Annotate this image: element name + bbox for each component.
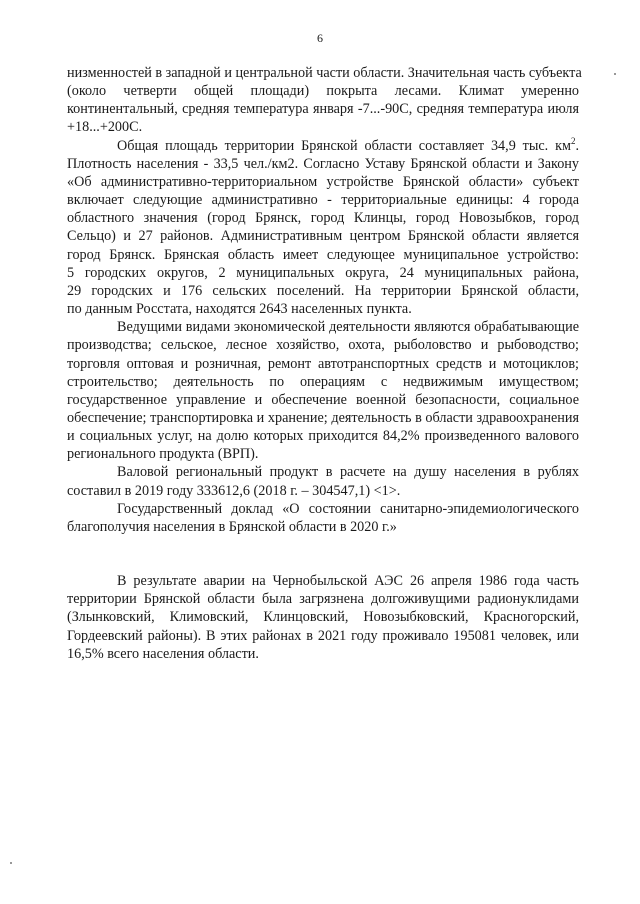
text-line: Плотность населения - 33,5 чел./км2. Согласно Уставу Брянской области и Закону [67,155,579,172]
text-line: и социальных услуг, на долю которых приходится 84,2% произведенного валового [67,428,579,445]
text-line: составил в 2019 году 333612,6 (2018 г. – 304547,1) <1>. [67,482,401,499]
text-line: Гордеевский районы). В этих районах в 2021 году проживало 195081 человек, или [67,627,579,644]
text-line: производства; сельское, лесное хозяйство, охота, рыболовство и рыбоводство; [67,337,579,354]
text-line: город Брянск. Брянская область имеет следующее муниципальное устройство: [67,246,579,263]
text-line: регионального продукта (ВРП). [67,446,259,463]
text-line: обеспечение; транспортировка и хранение; деятельность в области здравоохранения [67,409,579,426]
scan-speck [10,862,12,864]
text-line: континентальный, средняя температура января -7...-90С, средняя температура июля [67,101,579,118]
document-body [67,64,582,663]
text-line: торговля оптовая и розничная, ремонт автотранспортных средств и мотоциклов; [67,355,579,372]
text-line-with-superscript [67,137,579,155]
paragraph-chernobyl [67,572,579,663]
paragraph-relief-climate [67,64,582,137]
text-line: В результате аварии на Чернобыльской АЭС 26 апреля 1986 года часть [117,573,579,590]
text-line: низменностей в западной и центральной части области. Значительная часть субъекта [67,65,582,81]
text-line: областного значения (город Брянск, город Клинцы, город Новозыбков, город [67,210,579,227]
paragraph-gap [67,536,579,572]
text-line: Валовой региональный продукт в расчете на душу населения в рублях [117,464,579,481]
text-line: «Об административно-территориальном устройстве Брянской области» субъект [67,173,579,190]
text-line: 5 городских округов, 2 муниципальных округа, 24 муниципальных района, [67,264,579,281]
text-line: государственное управление и обеспечение военной безопасности, социальное [67,391,579,408]
text-line: (Злынковский, Климовский, Клинцовский, Новозыбковский, Красногорский, [67,609,579,626]
scan-speck [614,73,616,75]
text-fragment: Общая площадь территории Брянской области составляет 34,9 тыс. км [117,137,571,154]
text-line: 16,5% всего населения области. [67,645,259,662]
text-line: Сельцо) и 27 районов. Административным центром Брянской области является [67,228,579,245]
paragraph-state-report [67,500,579,536]
text-line: включает следующие административно - территориальные единицы: 4 города [67,192,579,209]
text-fragment: . [575,137,579,154]
text-line: территории Брянской области была загрязнена долгоживущими радионуклидами [67,591,579,608]
text-line: +18...+200С. [67,119,143,136]
text-line: (около четверти общей площади) покрыта лесами. Климат умеренно [67,83,579,100]
page-number: 6 [317,31,323,45]
text-line: благополучия населения в Брянской области в 2020 г.» [67,518,397,535]
text-line: 29 городских и 176 сельских поселений. На территории Брянской области, [67,282,579,299]
text-line: строительство; деятельность по операциям с недвижимым имуществом; [67,373,579,390]
paragraph-territory [67,137,579,319]
superscript: 2 [570,135,576,146]
text-line: по данным Росстата, находятся 2643 населенных пункта. [67,301,412,318]
text-line: Государственный доклад «О состоянии санитарно-эпидемиологического [117,500,579,517]
text-line: Ведущими видами экономической деятельности являются обрабатывающие [117,319,579,336]
paragraph-grp [67,463,579,499]
paragraph-economy [67,318,579,463]
